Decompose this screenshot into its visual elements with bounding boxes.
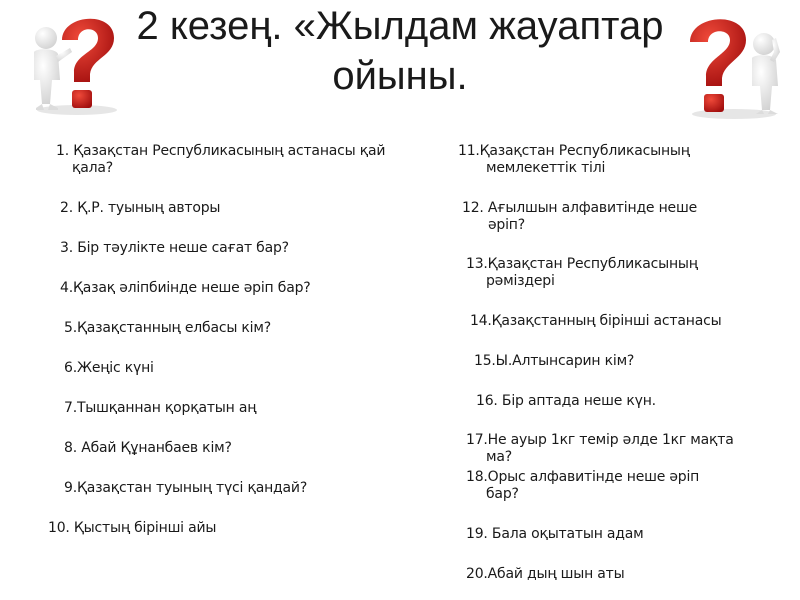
question-item xyxy=(64,440,232,457)
question-text: 1. Қазақстан Республикасының астанасы қай xyxy=(56,143,386,159)
question-item xyxy=(466,432,734,466)
question-item xyxy=(60,240,289,257)
question-text: 5.Қазақстанның елбасы кім? xyxy=(64,320,271,336)
slide-title-line-2: ойыны. xyxy=(332,54,468,98)
slide-title-line-1: 2 кезең. «Жылдам жауаптар xyxy=(136,4,664,48)
question-item xyxy=(60,280,311,297)
question-text: 6.Жеңіс күні xyxy=(64,360,154,376)
question-text-continued: рәміздері xyxy=(486,273,555,289)
question-text-continued: мемлекеттік тілі xyxy=(486,160,606,176)
question-text-continued: бар? xyxy=(486,486,519,502)
question-text: 18.Орыс алфавитінде неше әріп xyxy=(466,469,700,485)
question-text: 7.Тышқаннан қорқатын аң xyxy=(64,400,257,416)
question-text: 10. Қыстың бірінші айы xyxy=(48,520,217,536)
question-item xyxy=(476,393,656,410)
question-text: 8. Абай Құнанбаев кім? xyxy=(64,440,232,456)
question-item xyxy=(458,143,690,177)
question-text: 2. Қ.Р. туының авторы xyxy=(60,200,221,216)
question-text-continued: қала? xyxy=(72,160,113,176)
question-text: 12. Ағылшын алфавитінде неше xyxy=(462,200,697,216)
question-item xyxy=(56,143,385,177)
question-item xyxy=(64,480,307,497)
question-text: 14.Қазақстанның бірінші астанасы xyxy=(470,313,722,329)
question-text: 17.Не ауыр 1кг темір әлде 1кг мақта xyxy=(466,432,734,448)
question-item xyxy=(64,320,271,337)
question-item xyxy=(466,469,699,503)
question-item xyxy=(470,313,721,330)
question-item xyxy=(466,256,698,290)
question-text: 13.Қазақстан Республикасының xyxy=(466,256,698,272)
question-text: 11.Қазақстан Республикасының xyxy=(458,143,690,159)
question-text: 3. Бір тәулікте неше сағат бар? xyxy=(60,240,289,256)
question-text: 19. Бала оқытатын адам xyxy=(466,526,644,542)
question-item xyxy=(474,353,634,370)
question-item xyxy=(48,520,216,537)
question-item xyxy=(466,566,625,583)
question-text-continued: әріп? xyxy=(488,217,525,233)
question-item xyxy=(64,400,256,417)
question-text: 15.Ы.Алтынсарин кім? xyxy=(474,353,635,369)
question-text: 20.Абай дың шын аты xyxy=(466,566,625,582)
question-text: 16. Бір аптада неше күн. xyxy=(476,393,656,409)
question-text-continued: ма? xyxy=(486,449,512,465)
question-item xyxy=(64,360,154,377)
question-item xyxy=(462,200,697,234)
question-text: 4.Қазақ әліпбиінде неше әріп бар? xyxy=(60,280,311,296)
question-item xyxy=(60,200,220,217)
question-item xyxy=(466,526,644,543)
question-text: 9.Қазақстан туының түсі қандай? xyxy=(64,480,308,496)
